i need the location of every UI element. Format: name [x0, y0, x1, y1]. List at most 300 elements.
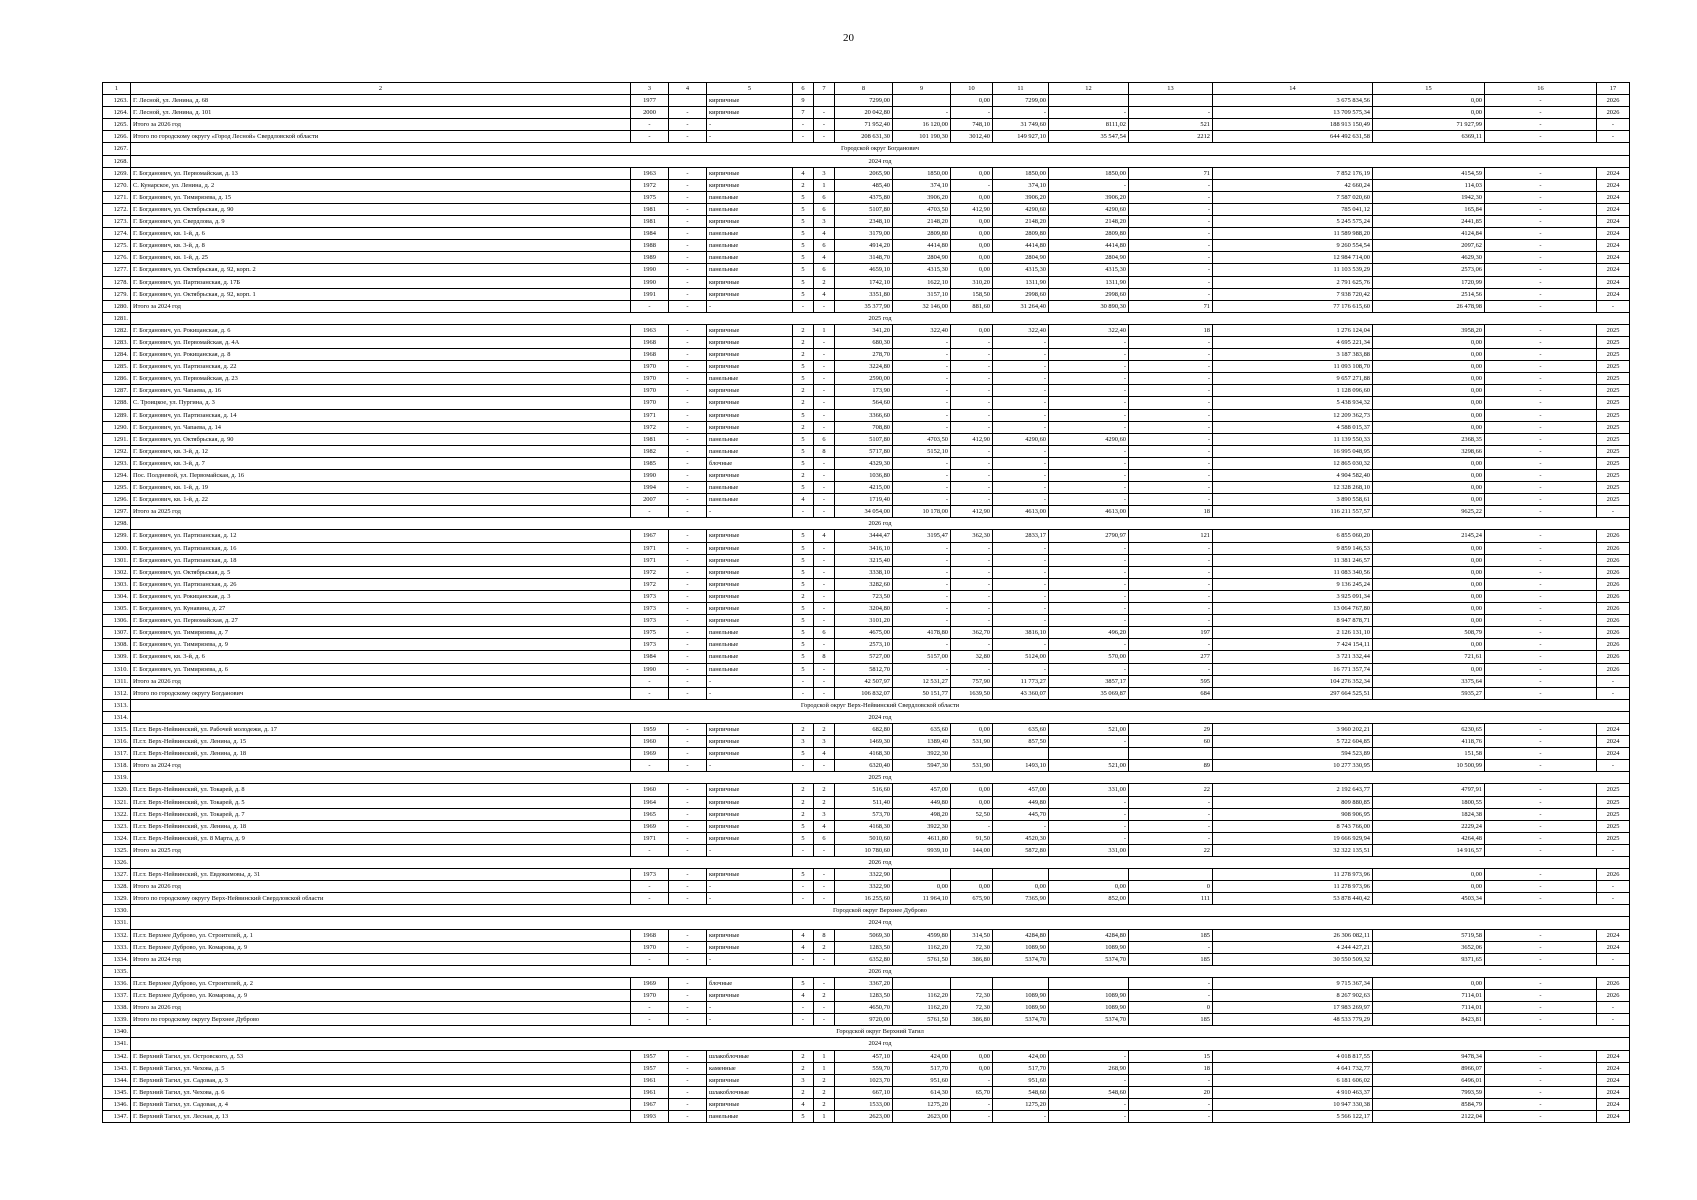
table-cell: кирпичные: [707, 288, 793, 300]
row-number: 1313.: [103, 699, 131, 711]
table-cell: -: [1485, 893, 1597, 905]
table-cell: 2441,85: [1373, 216, 1485, 228]
table-cell: 0,00: [993, 881, 1049, 893]
table-cell: кирпичные: [707, 361, 793, 373]
table-cell: 1639,50: [951, 687, 993, 699]
table-cell: 1089,90: [993, 1002, 1049, 1014]
table-cell: -: [951, 409, 993, 421]
column-header: 5: [707, 83, 793, 95]
table-cell: -: [1485, 590, 1597, 602]
table-cell: -: [993, 336, 1049, 348]
table-cell: 0,00: [951, 1062, 993, 1074]
row-number: 1304.: [103, 590, 131, 602]
table-cell: 5727,00: [835, 651, 893, 663]
table-cell: 1971: [631, 409, 669, 421]
table-cell: 1984: [631, 228, 669, 240]
table-cell: 2026: [1597, 627, 1630, 639]
table-cell: [1049, 748, 1129, 760]
table-cell: 30 890,30: [1049, 300, 1129, 312]
section-title: Городской округ Богданович: [131, 143, 1630, 155]
table-cell: 11 589 988,20: [1213, 228, 1373, 240]
table-cell: -: [669, 361, 707, 373]
column-header: 2: [131, 83, 631, 95]
address-cell: Г. Богданович, ул. Тимирязева, д. 7: [131, 627, 631, 639]
table-cell: [669, 95, 707, 107]
table-cell: 1981: [631, 216, 669, 228]
table-cell: 4675,00: [835, 627, 893, 639]
table-cell: 9 657 271,88: [1213, 373, 1373, 385]
section-row: [103, 312, 1630, 324]
table-cell: 0,00: [951, 784, 993, 796]
section-row: [103, 857, 1630, 869]
table-cell: панельные: [707, 627, 793, 639]
table-cell: 1993: [631, 1110, 669, 1122]
table-cell: -: [707, 881, 793, 893]
table-cell: -: [707, 675, 793, 687]
address-cell: Г. Богданович, ул. Чапаева, д. 16: [131, 385, 631, 397]
row-number: 1328.: [103, 881, 131, 893]
table-cell: -: [631, 687, 669, 699]
table-cell: 1162,20: [893, 941, 951, 953]
table-cell: -: [814, 1002, 835, 1014]
table-cell: кирпичные: [707, 470, 793, 482]
table-cell: 412,90: [951, 203, 993, 215]
row-number: 1318.: [103, 760, 131, 772]
table-row: [103, 687, 1630, 699]
table-cell: 2025: [1597, 421, 1630, 433]
table-cell: -: [1485, 324, 1597, 336]
table-cell: 2: [793, 723, 814, 735]
address-cell: Итого за 2026 год: [131, 675, 631, 687]
row-number: 1294.: [103, 470, 131, 482]
address-cell: Г. Богданович, ул. Партизанская, д. 18: [131, 554, 631, 566]
table-cell: -: [1485, 409, 1597, 421]
table-cell: 3204,80: [835, 603, 893, 615]
table-cell: -: [1129, 228, 1213, 240]
table-cell: -: [669, 179, 707, 191]
table-cell: -: [669, 530, 707, 542]
table-cell: -: [669, 228, 707, 240]
table-cell: -: [814, 107, 835, 119]
table-row: [103, 663, 1630, 675]
table-cell: 5 438 934,32: [1213, 397, 1373, 409]
row-number: 1273.: [103, 216, 131, 228]
table-cell: -: [814, 373, 835, 385]
table-cell: 424,00: [893, 1050, 951, 1062]
table-cell: 517,70: [893, 1062, 951, 1074]
table-cell: 1973: [631, 869, 669, 881]
table-cell: 104 276 352,34: [1213, 675, 1373, 687]
table-cell: 2026: [1597, 651, 1630, 663]
address-cell: П.г.т. Верхнее Дуброво, ул. Комарова, д. 9: [131, 941, 631, 953]
table-row: [103, 893, 1630, 905]
table-cell: -: [669, 433, 707, 445]
table-cell: 11 381 246,57: [1213, 554, 1373, 566]
table-cell: -: [993, 1110, 1049, 1122]
table-cell: -: [1049, 1098, 1129, 1110]
table-cell: 2024: [1597, 240, 1630, 252]
table-cell: -: [993, 107, 1049, 119]
table-cell: 0,00: [1373, 470, 1485, 482]
table-cell: -: [631, 300, 669, 312]
table-cell: 277: [1129, 651, 1213, 663]
table-cell: -: [1129, 663, 1213, 675]
table-cell: -: [1049, 373, 1129, 385]
table-cell: 1988: [631, 240, 669, 252]
table-cell: -: [1049, 107, 1129, 119]
table-cell: 1971: [631, 542, 669, 554]
table-cell: -: [669, 409, 707, 421]
table-cell: -: [951, 603, 993, 615]
table-cell: 89: [1129, 760, 1213, 772]
address-cell: Г. Богданович, ул. Свердлова, д. 9: [131, 216, 631, 228]
row-number: 1300.: [103, 542, 131, 554]
table-cell: -: [951, 578, 993, 590]
table-cell: -: [951, 1110, 993, 1122]
table-cell: 2025: [1597, 385, 1630, 397]
table-cell: 2: [793, 397, 814, 409]
table-cell: 3148,70: [835, 252, 893, 264]
table-cell: 208 631,30: [835, 131, 893, 143]
table-cell: 5717,80: [835, 445, 893, 457]
address-cell: Г. Богданович, кв. 3-й, д. 8: [131, 240, 631, 252]
table-cell: 1960: [631, 784, 669, 796]
table-cell: -: [1049, 639, 1129, 651]
table-cell: 457,10: [835, 1050, 893, 1062]
table-cell: -: [1485, 796, 1597, 808]
table-cell: 72,30: [951, 990, 993, 1002]
table-cell: 4414,80: [893, 240, 951, 252]
table-cell: 0,00: [1373, 95, 1485, 107]
table-cell: 3224,80: [835, 361, 893, 373]
row-number: 1346.: [103, 1098, 131, 1110]
table-cell: -: [669, 288, 707, 300]
table-cell: -: [1485, 953, 1597, 965]
table-cell: 16 771 357,74: [1213, 663, 1373, 675]
table-cell: -: [1597, 675, 1630, 687]
table-cell: -: [893, 421, 951, 433]
table-cell: 8: [814, 929, 835, 941]
table-cell: -: [669, 844, 707, 856]
table-cell: 3375,64: [1373, 675, 1485, 687]
table-cell: -: [793, 675, 814, 687]
table-cell: -: [814, 760, 835, 772]
table-cell: -: [1049, 554, 1129, 566]
table-cell: 0,00: [1373, 590, 1485, 602]
address-cell: Г. Богданович, ул. Рокицанская, д. 3: [131, 590, 631, 602]
table-cell: -: [1049, 494, 1129, 506]
row-number: 1321.: [103, 796, 131, 808]
table-cell: 173,90: [835, 385, 893, 397]
table-cell: 4797,91: [1373, 784, 1485, 796]
table-cell: 9625,22: [1373, 506, 1485, 518]
table-cell: -: [893, 639, 951, 651]
table-cell: 951,60: [893, 1074, 951, 1086]
address-cell: Итого по городскому округу Богданович: [131, 687, 631, 699]
table-cell: -: [669, 748, 707, 760]
table-cell: 2026: [1597, 107, 1630, 119]
table-cell: -: [951, 107, 993, 119]
table-cell: 4264,48: [1373, 832, 1485, 844]
table-cell: -: [893, 457, 951, 469]
table-cell: 2148,20: [893, 216, 951, 228]
table-cell: 5947,30: [893, 760, 951, 772]
table-cell: 2: [793, 590, 814, 602]
table-cell: -: [1485, 433, 1597, 445]
table-cell: -: [993, 615, 1049, 627]
table-cell: 0,00: [1373, 977, 1485, 989]
table-cell: -: [1129, 179, 1213, 191]
table-cell: 16 120,00: [893, 119, 951, 131]
table-cell: панельные: [707, 663, 793, 675]
row-number: 1298.: [103, 518, 131, 530]
table-cell: -: [1485, 95, 1597, 107]
table-cell: 5: [793, 228, 814, 240]
table-cell: -: [1485, 687, 1597, 699]
table-cell: -: [951, 349, 993, 361]
table-cell: -: [1049, 179, 1129, 191]
table-cell: -: [1129, 470, 1213, 482]
table-cell: кирпичные: [707, 385, 793, 397]
table-cell: 3157,10: [893, 288, 951, 300]
table-cell: 2024: [1597, 228, 1630, 240]
table-cell: -: [1485, 530, 1597, 542]
table-cell: -: [1129, 566, 1213, 578]
table-cell: 12 328 268,10: [1213, 482, 1373, 494]
address-cell: П.г.т. Верх-Нейвинский, ул. Токарей, д. 7: [131, 808, 631, 820]
table-cell: 809 880,85: [1213, 796, 1373, 808]
table-cell: 5: [793, 651, 814, 663]
address-cell: Г. Богданович, кв. 1-й, д. 25: [131, 252, 631, 264]
table-cell: -: [1049, 457, 1129, 469]
table-cell: 0,00: [951, 796, 993, 808]
table-cell: -: [1597, 119, 1630, 131]
table-cell: 559,70: [835, 1062, 893, 1074]
column-header: 11: [993, 83, 1049, 95]
table-cell: 2024: [1597, 929, 1630, 941]
table-cell: кирпичные: [707, 941, 793, 953]
table-cell: -: [1597, 953, 1630, 965]
table-cell: -: [814, 542, 835, 554]
table-cell: 31 264,40: [993, 300, 1049, 312]
table-cell: 197: [1129, 627, 1213, 639]
table-cell: кирпичные: [707, 808, 793, 820]
table-cell: 0,00: [1373, 385, 1485, 397]
table-cell: панельные: [707, 252, 793, 264]
row-number: 1270.: [103, 179, 131, 191]
table-cell: 5: [793, 1110, 814, 1122]
table-cell: 2212: [1129, 131, 1213, 143]
table-cell: -: [814, 361, 835, 373]
table-cell: 2804,90: [1049, 252, 1129, 264]
table-cell: -: [1049, 1110, 1129, 1122]
table-cell: 4703,50: [893, 203, 951, 215]
table-cell: 2026: [1597, 603, 1630, 615]
table-row: [103, 1110, 1630, 1122]
table-cell: 635,60: [993, 723, 1049, 735]
table-cell: -: [993, 554, 1049, 566]
table-cell: 4178,80: [893, 627, 951, 639]
row-number: 1345.: [103, 1086, 131, 1098]
section-row: [103, 518, 1630, 530]
row-number: 1319.: [103, 772, 131, 784]
table-cell: кирпичные: [707, 869, 793, 881]
table-cell: -: [1049, 603, 1129, 615]
address-cell: П.г.т. Верх-Нейвинский, ул. Ленина, д. 18: [131, 748, 631, 760]
table-cell: -: [893, 107, 951, 119]
table-cell: 5: [793, 578, 814, 590]
address-cell: Г. Богданович, кв. 3-й, д. 12: [131, 445, 631, 457]
table-cell: 7299,00: [835, 95, 893, 107]
table-cell: -: [893, 373, 951, 385]
table-cell: 20 042,80: [835, 107, 893, 119]
table-cell: 1800,55: [1373, 796, 1485, 808]
table-cell: 0,00: [1373, 482, 1485, 494]
table-cell: -: [1485, 349, 1597, 361]
column-number-header: [103, 83, 1630, 95]
table-cell: 42 507,97: [835, 675, 893, 687]
table-cell: -: [1129, 397, 1213, 409]
table-cell: -: [814, 119, 835, 131]
table-cell: 5812,70: [835, 663, 893, 675]
table-cell: -: [1485, 603, 1597, 615]
table-cell: 9 260 554,54: [1213, 240, 1373, 252]
table-cell: 1994: [631, 482, 669, 494]
table-cell: 5: [793, 627, 814, 639]
table-cell: -: [951, 615, 993, 627]
table-cell: -: [1129, 252, 1213, 264]
table-cell: панельные: [707, 639, 793, 651]
row-number: 1284.: [103, 349, 131, 361]
table-cell: -: [631, 881, 669, 893]
table-cell: -: [631, 506, 669, 518]
table-cell: 4: [793, 941, 814, 953]
table-row: [103, 421, 1630, 433]
table-cell: -: [951, 373, 993, 385]
table-cell: 2025: [1597, 796, 1630, 808]
table-cell: 2024: [1597, 1098, 1630, 1110]
table-cell: 5: [793, 276, 814, 288]
table-cell: -: [814, 554, 835, 566]
row-number: 1306.: [103, 615, 131, 627]
table-cell: 2025: [1597, 820, 1630, 832]
table-cell: -: [1597, 893, 1630, 905]
section-title: 2024 год: [131, 917, 1630, 929]
table-cell: 496,20: [1049, 627, 1129, 639]
table-cell: 5374,70: [993, 1014, 1049, 1026]
table-cell: 2000: [631, 107, 669, 119]
table-cell: 2804,90: [993, 252, 1049, 264]
table-cell: 1957: [631, 1062, 669, 1074]
address-cell: Итого за 2024 год: [131, 760, 631, 772]
table-cell: -: [1129, 203, 1213, 215]
table-cell: 4414,80: [993, 240, 1049, 252]
table-cell: 2590,00: [835, 373, 893, 385]
table-cell: -: [1049, 409, 1129, 421]
table-cell: 2025: [1597, 482, 1630, 494]
row-number: 1302.: [103, 566, 131, 578]
table-cell: 2025: [1597, 397, 1630, 409]
table-cell: панельные: [707, 191, 793, 203]
table-cell: 158,50: [951, 288, 993, 300]
table-cell: -: [669, 336, 707, 348]
table-cell: -: [1129, 191, 1213, 203]
table-cell: 386,80: [951, 1014, 993, 1026]
table-cell: 2026: [1597, 95, 1630, 107]
table-row: [103, 288, 1630, 300]
table-cell: -: [993, 385, 1049, 397]
row-number: 1274.: [103, 228, 131, 240]
table-cell: 0,00: [1373, 566, 1485, 578]
table-cell: 30 550 509,32: [1213, 953, 1373, 965]
table-row: [103, 651, 1630, 663]
table-cell: 1975: [631, 627, 669, 639]
table-cell: 2148,20: [1049, 216, 1129, 228]
table-cell: -: [1485, 470, 1597, 482]
table-row: [103, 300, 1630, 312]
table-cell: 5: [793, 191, 814, 203]
table-cell: [951, 977, 993, 989]
table-cell: 1990: [631, 470, 669, 482]
table-cell: 11 773,27: [993, 675, 1049, 687]
table-cell: -: [669, 1098, 707, 1110]
table-cell: кирпичные: [707, 179, 793, 191]
row-number: 1320.: [103, 784, 131, 796]
table-cell: кирпичные: [707, 990, 793, 1002]
table-cell: 2024: [1597, 723, 1630, 735]
section-row: [103, 905, 1630, 917]
table-cell: 0,00: [951, 252, 993, 264]
table-cell: -: [669, 300, 707, 312]
table-cell: -: [814, 844, 835, 856]
table-row: [103, 977, 1630, 989]
table-cell: 4: [814, 288, 835, 300]
row-number: 1317.: [103, 748, 131, 760]
table-cell: -: [669, 191, 707, 203]
table-cell: -: [1129, 639, 1213, 651]
table-cell: 2: [793, 470, 814, 482]
table-cell: -: [669, 929, 707, 941]
table-cell: 331,00: [1049, 784, 1129, 796]
table-cell: -: [669, 1014, 707, 1026]
address-cell: Итого за 2026 год: [131, 881, 631, 893]
table-cell: 516,60: [835, 784, 893, 796]
address-cell: Г. Богданович, ул. Рокицанская, д. 8: [131, 349, 631, 361]
address-cell: Итого по городскому округу Верхнее Дуброво: [131, 1014, 631, 1026]
table-cell: -: [669, 990, 707, 1002]
section-row: [103, 1038, 1630, 1050]
table-cell: 2623,00: [835, 1110, 893, 1122]
table-cell: 2026: [1597, 554, 1630, 566]
table-cell: 5069,30: [835, 929, 893, 941]
table-cell: кирпичные: [707, 615, 793, 627]
table-row: [103, 639, 1630, 651]
table-cell: -: [707, 1014, 793, 1026]
table-cell: кирпичные: [707, 530, 793, 542]
row-number: 1276.: [103, 252, 131, 264]
table-cell: 4: [793, 929, 814, 941]
table-cell: -: [669, 397, 707, 409]
table-cell: 1533,00: [835, 1098, 893, 1110]
row-number: 1335.: [103, 965, 131, 977]
table-cell: кирпичные: [707, 929, 793, 941]
table-cell: 32,80: [951, 651, 993, 663]
table-cell: 1990: [631, 663, 669, 675]
row-number: 1283.: [103, 336, 131, 348]
table-cell: 2 791 625,76: [1213, 276, 1373, 288]
column-header: 1: [103, 83, 131, 95]
table-cell: -: [1129, 990, 1213, 1002]
